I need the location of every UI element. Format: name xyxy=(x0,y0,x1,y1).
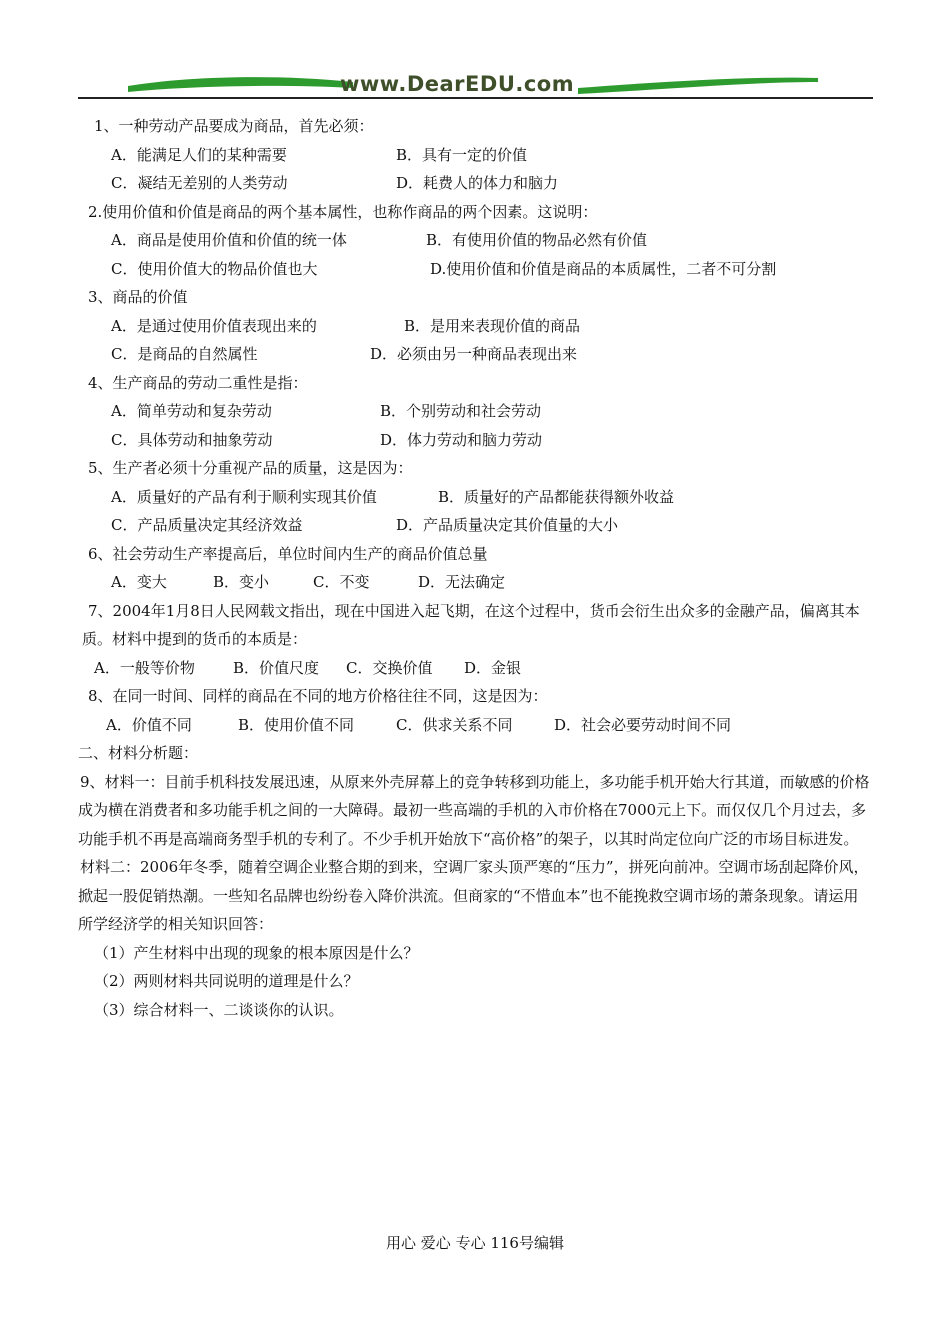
document-body xyxy=(78,112,873,1024)
q3-option-a: A．是通过使用价值表现出来的 xyxy=(111,316,317,335)
material-one: 9、材料一：目前手机科技发展迅速，从原来外壳屏幕上的竞争转移到功能上，多功能手机开始大行其道，而敏感的价格成为横在消费者和多功能手机之间的一大障碍。最初一些高端的手机的入市价格在7000元上下。而仅仅几个月过去，多功能手机不再是高端商务型手机的专利了。不少手机开始放下“高价格”的架子，以其时尚定位向广泛的市场目标进发。 xyxy=(78,772,870,848)
q7-options xyxy=(78,654,873,683)
header-rule xyxy=(78,97,873,99)
site-logo[interactable]: www.DearEDU.com xyxy=(340,72,575,96)
q7-option-d: D．金银 xyxy=(464,658,522,677)
q4-options-row1 xyxy=(78,397,873,426)
q3-option-b: B．是用来表现价值的商品 xyxy=(404,316,581,335)
q5-option-a: A．质量好的产品有利于顺利实现其价值 xyxy=(111,487,377,506)
site-header xyxy=(78,70,873,102)
q8-option-d: D．社会必要劳动时间不同 xyxy=(554,715,732,734)
page-footer: 用心 爱心 专心 116号编辑 xyxy=(386,1234,564,1252)
material-two: 材料二：2006年冬季，随着空调企业整合期的到来，空调厂家头顶严寒的“压力”，拼死向前冲。空调市场刮起降价风，掀起一股促销热潮。一些知名品牌也纷纷卷入降价洪流。但商家的“不惜血本”也不能挽救空调市场的萧条现象。请运用所学经济学的相关知识回答： xyxy=(78,858,869,933)
q1-option-b: B．具有一定的价值 xyxy=(396,145,528,164)
q7-stem: 7、2004年1月8日人民网载文指出，现在中国进入起飞期，在这个过程中，货币会衍生出众多的金融产品，偏离其本质。材料中提到的货币的本质是： xyxy=(82,601,860,648)
q3-stem: 3、商品的价值 xyxy=(88,288,188,306)
q5-option-d: D．产品质量决定其价值量的大小 xyxy=(396,516,619,534)
q1-option-d: D．耗费人的体力和脑力 xyxy=(396,174,559,192)
q2-stem: 2.使用价值和价值是商品的两个基本属性，也称作商品的两个因素。这说明： xyxy=(88,202,598,221)
q7-option-b: B．价值尺度 xyxy=(233,658,320,677)
q6-stem: 6、社会劳动生产率提高后，单位时间内生产的商品价值总量 xyxy=(88,544,488,563)
left-swoosh-icon xyxy=(128,72,358,96)
q5-option-b: B．质量好的产品都能获得额外收益 xyxy=(438,487,675,506)
q5-options-row1 xyxy=(78,483,873,512)
q2-option-b: B．有使用价值的物品必然有价值 xyxy=(426,231,648,249)
q2-option-c: C．使用价值大的物品价值也大 xyxy=(111,259,318,278)
q3-option-c: C．是商品的自然属性 xyxy=(111,345,258,363)
q4-stem: 4、生产商品的劳动二重性是指： xyxy=(88,373,308,392)
section-title: 二、材料分析题： xyxy=(78,744,199,762)
q3-option-d: D．必须由另一种商品表现出来 xyxy=(370,345,578,363)
q4-option-d: D．体力劳动和脑力劳动 xyxy=(380,430,543,449)
q8-stem: 8、在同一时间、同样的商品在不同的地方价格往往不同，这是因为： xyxy=(88,687,548,705)
q4-option-c: C．具体劳动和抽象劳动 xyxy=(111,430,273,449)
right-swoosh-icon xyxy=(578,72,818,96)
q5-options-row2 xyxy=(78,511,873,540)
q1-option-c: C．凝结无差别的人类劳动 xyxy=(111,174,288,192)
q2-option-a: A．商品是使用价值和价值的统一体 xyxy=(111,231,347,249)
q1-options-row1 xyxy=(78,141,873,170)
q2-option-d: D.使用价值和价值是商品的本质属性，二者不可分割 xyxy=(430,259,777,278)
sub-question-3: （3）综合材料一、二谈谈你的认识。 xyxy=(94,1000,344,1019)
q8-option-b: B．使用价值不同 xyxy=(238,715,355,734)
q4-options-row2 xyxy=(78,426,873,455)
q7-option-a: A．一般等价物 xyxy=(94,658,195,677)
q6-option-b: B．变小 xyxy=(213,573,270,591)
sub-question-2: （2）两则材料共同说明的道理是什么？ xyxy=(94,972,359,990)
sub-question-1: （1）产生材料中出现的现象的根本原因是什么？ xyxy=(94,943,419,962)
q4-option-b: B．个别劳动和社会劳动 xyxy=(380,402,542,420)
q7-option-c: C．交换价值 xyxy=(346,658,433,677)
q1-option-a: A．能满足人们的某种需要 xyxy=(111,145,287,164)
q6-option-d: D．无法确定 xyxy=(418,573,506,591)
q1-options-row2 xyxy=(78,169,873,198)
q2-options-row1 xyxy=(78,226,873,255)
q3-options-row1 xyxy=(78,312,873,341)
q4-option-a: A．简单劳动和复杂劳动 xyxy=(111,402,272,420)
q6-option-a: A．变大 xyxy=(111,573,167,591)
q5-stem: 5、生产者必须十分重视产品的质量，这是因为： xyxy=(88,459,413,477)
q6-options xyxy=(78,568,873,597)
q8-options xyxy=(78,711,873,740)
q3-options-row2 xyxy=(78,340,873,369)
q5-option-c: C．产品质量决定其经济效益 xyxy=(111,516,303,534)
q2-options-row2 xyxy=(78,255,873,284)
q6-option-c: C．不变 xyxy=(313,573,370,591)
q8-option-a: A．价值不同 xyxy=(106,715,192,734)
q8-option-c: C．供求关系不同 xyxy=(396,715,513,734)
q1-stem: 1、一种劳动产品要成为商品，首先必须： xyxy=(94,117,374,135)
